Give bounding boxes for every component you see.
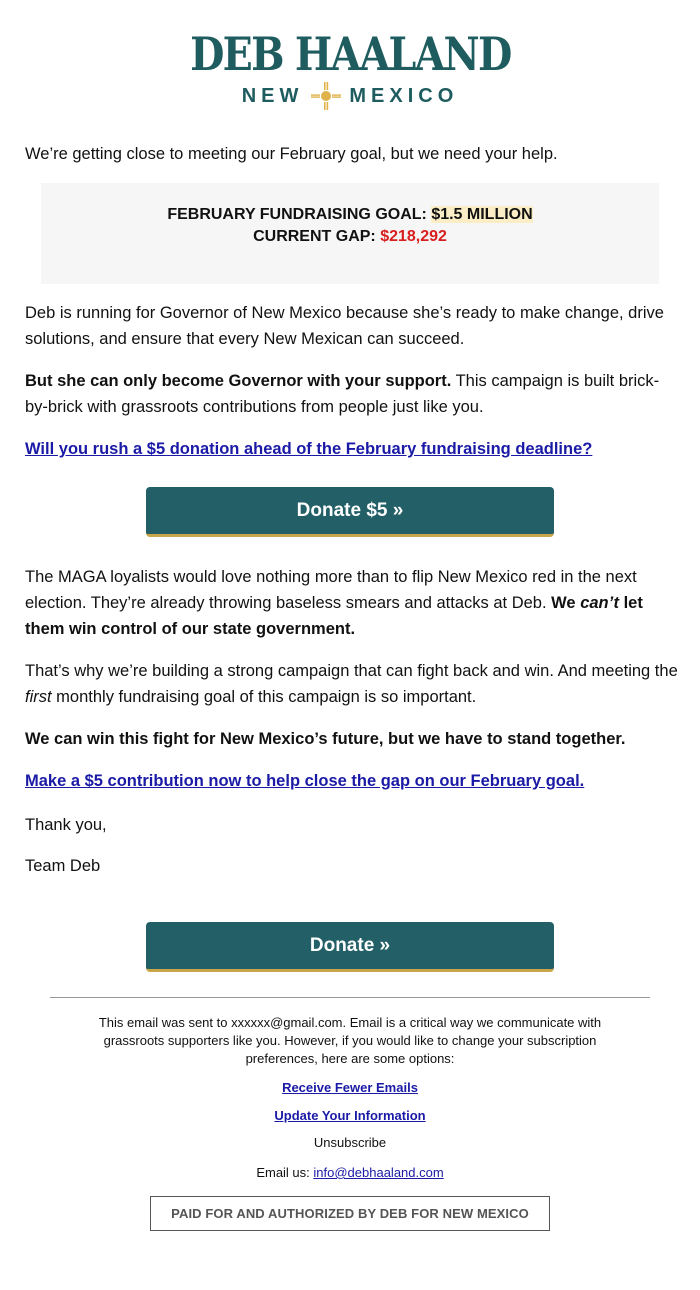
signoff-thanks: Thank you, (25, 816, 107, 834)
email-label: Email us: (256, 1165, 314, 1180)
paid-for-disclaimer: PAID FOR AND AUTHORIZED BY DEB FOR NEW MEXICO (150, 1196, 550, 1231)
gap-line (41, 226, 659, 248)
signoff-team: Team Deb (25, 857, 101, 875)
paragraph-campaign (25, 658, 680, 710)
campaign-text-b: monthly fundraising goal of this campaign is so important. (51, 688, 477, 706)
goal-line (41, 203, 659, 226)
unsubscribe-text[interactable]: Unsubscribe (313, 1135, 387, 1150)
campaign-italic: first (25, 688, 52, 706)
together-bold: We can win this fight for New Mexico’s future, but we have to stand together. (25, 730, 626, 748)
goal-label: FEBRUARY FUNDRAISING GOAL: (167, 206, 432, 223)
logo-sub-right: MEXICO (349, 84, 459, 107)
footer-email-row (70, 1164, 630, 1182)
receive-fewer-emails-link[interactable]: Receive Fewer Emails (282, 1080, 418, 1095)
footer-notice: This email was sent to xxxxxx@gmail.com. Email is a critical way we communicate with grassroots supporters like you. However, if you would like to change your subscription preferences, here are some options: (98, 1015, 602, 1066)
contact-email-link[interactable]: info@debhaaland.com (313, 1165, 444, 1180)
support-bold: But she can only become Governor with your support. (25, 372, 452, 390)
paragraph-support (25, 368, 675, 420)
footer-fewer-row (70, 1079, 630, 1097)
maga-text: The MAGA loyalists would love nothing more than to flip New Mexico red in the next election. They’re already throwing baseless smears and attacks at Deb. (25, 568, 637, 612)
campaign-text-a: That’s why we’re building a strong campaign that can fight back and win. And meeting the (25, 662, 678, 680)
maga-bold-b: let them win control of our state government. (25, 594, 643, 638)
maga-bold-a: We (551, 594, 581, 612)
logo-title: DEB HAALAND (189, 27, 511, 81)
link-paragraph-2 (25, 768, 675, 794)
footer-divider (50, 997, 650, 998)
donate-button[interactable]: Donate » (146, 922, 554, 972)
paragraph-maga (25, 564, 675, 642)
paragraph-running: Deb is running for Governor of New Mexico because she’s ready to make change, drive solutions, and ensure that every New Mexican can succeed. (25, 304, 664, 348)
support-rest: This campaign is built brick-by-brick with grassroots contributions from people just like you. (25, 372, 660, 416)
zia-sun-icon (311, 82, 341, 110)
paragraph-together (25, 726, 675, 752)
gap-label: CURRENT GAP: (253, 228, 381, 245)
logo-sub-left: NEW (241, 84, 304, 107)
goal-value: $1.5 MILLION (431, 206, 533, 223)
footer-update-row (70, 1107, 630, 1125)
logo-subtitle (0, 82, 700, 110)
gap-value: $218,292 (380, 228, 447, 245)
donation-link-1[interactable]: Will you rush a $5 donation ahead of the February fundraising deadline? (25, 440, 593, 458)
goal-box (41, 183, 659, 284)
maga-bold-italic: can’t (580, 594, 619, 612)
intro-text: We’re getting close to meeting our February goal, but we need your help. (25, 145, 558, 163)
donate-5-button[interactable]: Donate $5 » (146, 487, 554, 537)
update-information-link[interactable]: Update Your Information (274, 1108, 426, 1123)
campaign-logo (0, 28, 700, 110)
link-paragraph-1 (25, 436, 675, 462)
donation-link-2[interactable]: Make a $5 contribution now to help close the gap on our February goal. (25, 772, 585, 790)
